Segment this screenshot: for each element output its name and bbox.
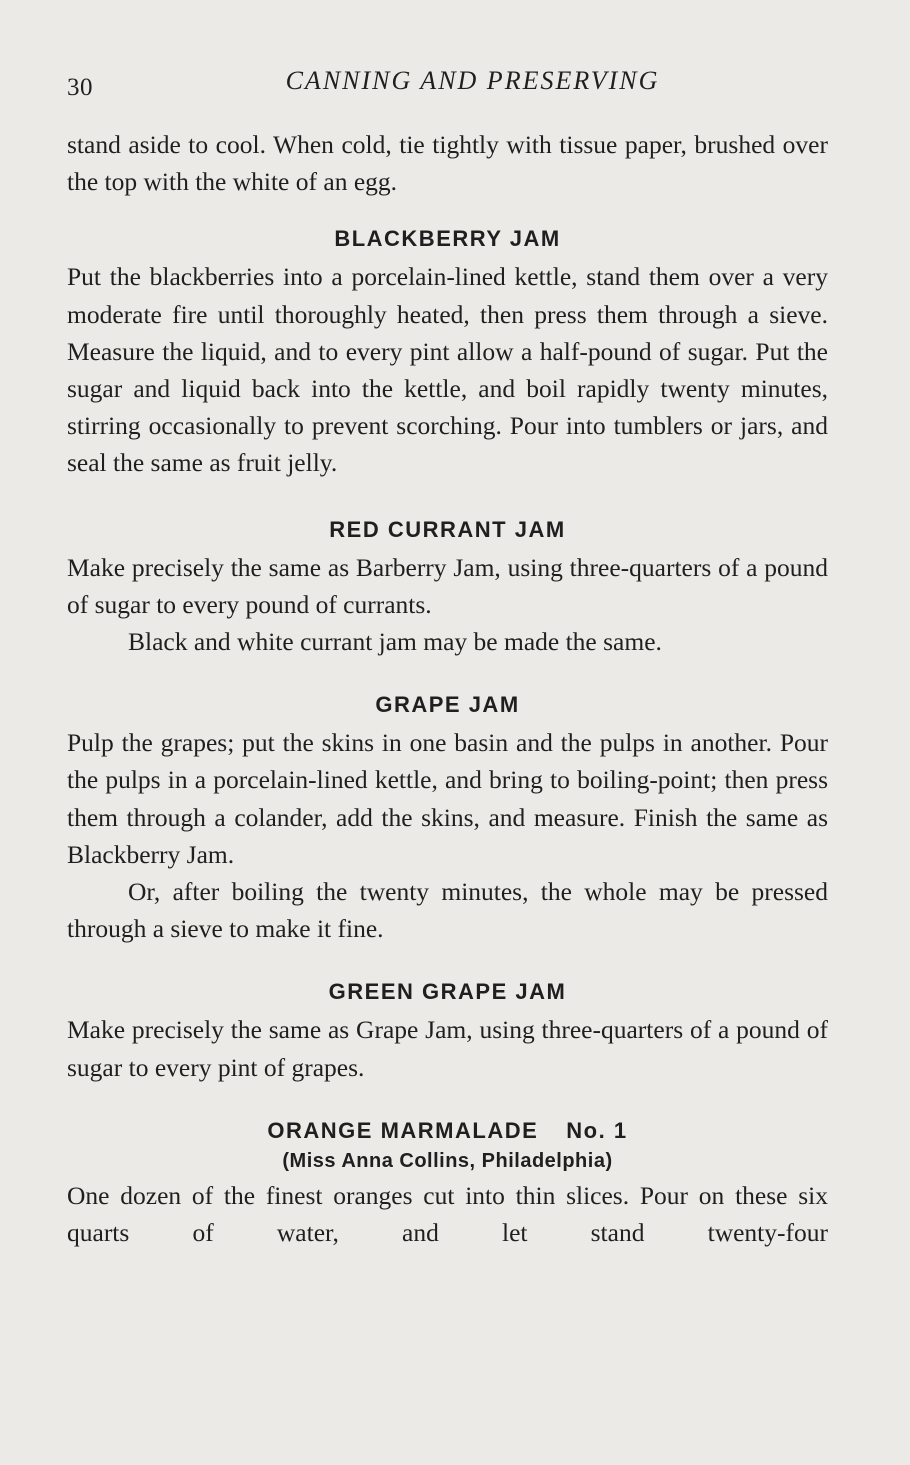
recipe-paragraph: One dozen of the finest oranges cut into thin slices. Pour on these six quarts of water, and let stand twenty-four xyxy=(67,1180,828,1248)
recipe-grape-jam xyxy=(67,692,828,947)
running-head xyxy=(67,66,828,126)
recipe-paragraph: Pulp the grapes; put the skins in one basin and the pulps in another. Pour the pulps in a porcelain-lined kettle, and bring to boiling-point; then press them through a colander, add the skins, and measure. Finish the same as Blackberry Jam. xyxy=(67,728,828,869)
recipe-green-grape-jam xyxy=(67,979,828,1085)
recipe-paragraph: Or, after boiling the twenty minutes, the whole may be pressed through a sieve to make it fine. xyxy=(67,877,828,944)
recipe-attribution: (Miss Anna Collins, Philadelphia) xyxy=(282,1149,613,1172)
continuation-paragraph: stand aside to cool. When cold, tie tightly with tissue paper, brushed over the top with the white of an egg. xyxy=(67,130,828,197)
recipe-orange-marmalade xyxy=(67,1118,828,1251)
recipe-title: BLACKBERRY JAM xyxy=(334,226,561,252)
recipe-paragraph: Make precisely the same as Grape Jam, using three-quarters of a pound of sugar to every pint of grapes. xyxy=(67,1015,828,1082)
recipe-paragraph: Put the blackberries into a porcelain-lined kettle, stand them over a very moderate fire until thoroughly heated, then press them through a sieve. Measure the liquid, and to every pint allow a half-pound of sugar. Put the sugar and liquid back into the kettle, and boil rapidly twenty minutes, stirring occasionally to prevent scorching. Pour into tumblers or jars, and seal the same as fruit jelly. xyxy=(67,262,828,478)
recipe-blackberry-jam xyxy=(67,226,828,481)
recipe-paragraph: Black and white currant jam may be made the same. xyxy=(128,627,662,657)
recipe-paragraph: Make precisely the same as Barberry Jam, using three-quarters of a pound of sugar to every pound of currants. xyxy=(67,552,828,619)
book-page xyxy=(0,66,910,1465)
recipe-red-currant-jam xyxy=(67,517,828,661)
page-number: 30 xyxy=(67,74,93,101)
recipe-title-line xyxy=(67,1118,828,1144)
recipe-number: No. 1 xyxy=(566,1117,628,1143)
recipe-title: ORANGE MARMALADE xyxy=(267,1117,539,1143)
recipe-title: GREEN GRAPE JAM xyxy=(328,979,567,1005)
running-title: CANNING AND PRESERVING xyxy=(285,66,660,95)
recipe-title: RED CURRANT JAM xyxy=(329,516,566,542)
recipe-title: GRAPE JAM xyxy=(375,692,520,718)
